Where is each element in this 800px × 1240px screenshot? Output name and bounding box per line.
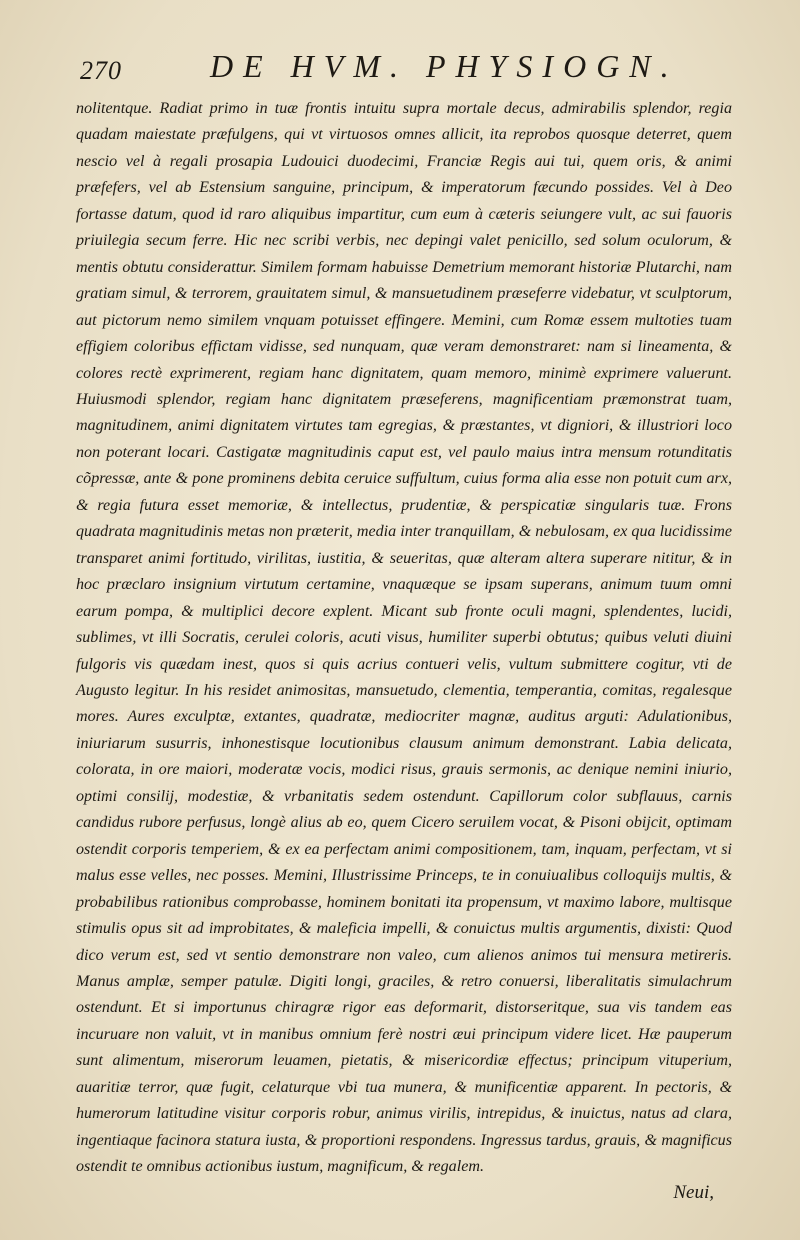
page-number: 270 bbox=[80, 56, 122, 85]
running-head: DE HVM. PHYSIOGN. bbox=[210, 48, 679, 84]
body-paragraph: nolitentque. Radiat primo in tuæ frontis intuitu supra mortale decus, admirabilis splendor, regia quadam maiestate præfulgens, qui vt virtuosos omnes allicit, ita reprobos quosque deterret, quem nescio vel à regali prosapia Ludouici duodecimi, Franciæ Regis aui tui, quem oris, & animi præfefers, vel ab Estensium sanguine, principum, & imperatorum fæcundo possides. Vel à Deo fortasse datum, quod id raro aliquibus impartitur, cum eum à cæteris seiungere vult, ac sui fauoris priuilegia secum ferre. Hic nec scribi verbis, nec depingi valet penicillo, sed solum oculorum, & mentis obtutu considerattur. Similem formam habuisse Demetrium memorant historiæ Plutarchi, nam gratiam simul, & terrorem, grauitatem simul, & mansuetudinem præseferre videbatur, vt sculptorum, aut pictorum nemo similem vnquam potuisset effingere. Memini, cum Romæ essem multoties tuam effigiem coloribus effictam vidisse, sed nunquam, quæ veram demonstraret: nam si lineamenta, & colores rectè exprimerent, regiam hanc dignitatem, quam memoro, minimè exprimere valuerunt. Huiusmodi splendor, regiam hanc dignitatem præseferens, magnificentiam præmonstrat tuam, magnitudinem, animi dignitatem virtutes tam egregias, & præstantes, vt digniori, & illustriori loco non poterant locari. Castigatæ magnitudinis caput est, vel paulo maius intra mensum rotunditatis cõpressæ, ante & pone prominens debita ceruice suffultum, cuius forma alia esse non potuit cum arx, & regia futura esset memoriæ, & intellectus, prudentiæ, & perspicatiæ singularis tuæ. Frons quadrata magnitudinis metas non præterit, media inter tranquillam, & nebulosam, ex qua lucidissime transparet animi fortitudo, virilitas, iustitia, & seueritas, quæ alteram altera superare nititur, & in hoc præclaro insignium virtutum certamine, vnaquæque se ipsam superans, animum tuum omni earum pompa, & multiplici decore explent. Micant sub fronte oculi magni, splendentes, lucidi, sublimes, vt illi Socratis, cerulei coloris, acuti visus, humiliter superbi obtutus; quibus veluti diuini fulgoris vis quædam inest, quos si quis acrius contueri velis, vultum submittere cogitur, vti de Augusto legitur. In his residet animositas, mansuetudo, clementia, temperantia, comitas, regalesque mores. Aures exculptæ, extantes, quadratæ, mediocriter magnæ, auditus arguti: Adulationibus, iniuriarum susurris, inhonestisque locutionibus clausum animum demonstrant. Labia delicata, colorata, in ore maiori, moderatæ vocis, modici risus, grauis sermonis, ac denique nemini iniurio, optimi consilij, modestiæ, & vrbanitatis sedem ostendunt. Capillorum color subflauus, carnis candidus rubore perfusus, longè alius ab eo, quem Cicero seruilem vocat, & Pisoni obijcit, optimam ostendit corporis temperiem, & ex ea perfectam animi compositionem, tam, inquam, perfectam, vt si malus esse velles, nec posses. Memini, Illustrissime Princeps, te in conuiualibus colloquijs multis, & probabilibus rationibus comprobasse, hominem bonitati ita propensum, vt maximo labore, multisque stimulis opus sit ad improbitates, & maleficia impelli, & conuictus multis argumentis, dixisti: Quod dico verum est, sed vt sentio demonstrare non valeo, cum alienos animos tui mensura metireris. Manus amplæ, semper patulæ. Digiti longi, graciles, & retro conuersi, liberalitatis simulachrum ostendunt. Et si importunus chiragræ rigor eas deformarit, distorseritque, sua vis tandem eas incuruare non valuit, vt in manibus omnium ferè nostri æui principum videre licet. Hæ pauperum sunt alimentum, miserorum leuamen, pietatis, & misericordiæ effectus; principum vituperium, auaritiæ terror, quæ fugit, celaturque vbi tua munera, & munificentiæ apparent. In pectoris, & humerorum latitudine visitur corporis robur, animus virilis, intrepidus, & inuictus, natus ad clara, ingentiaque facinora statura iusta, & proportioni respondens. Ingressus tardus, grauis, & magnificus ostendit te omnibus actionibus iustum, magnificum, & regalem. bbox=[76, 100, 732, 1176]
page-header bbox=[80, 48, 720, 88]
catchword: Neui, bbox=[673, 1182, 714, 1203]
